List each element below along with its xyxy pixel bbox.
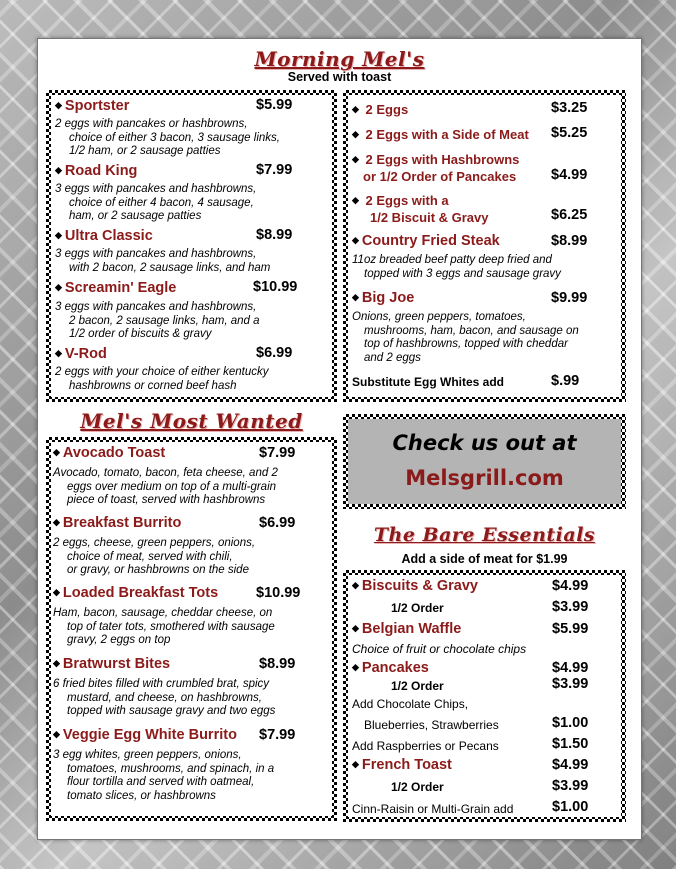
- bullet-icon: ◆: [352, 195, 359, 205]
- menu-item-2-eggs-hashbrowns: ◆ 2 Eggs with Hashbrowns or 1/2 Order of Pancakes: [352, 152, 520, 184]
- morning-title: Morning Mel's: [254, 47, 425, 71]
- item-name: V-Rod: [64, 346, 107, 362]
- morning-left-box: [46, 90, 337, 402]
- item-price: $7.99: [256, 162, 293, 178]
- bullet-icon: ◆: [53, 517, 60, 527]
- item-description: 3 eggs with pancakes and hashbrowns, choice of either 4 bacon, 4 sausage, ham, or 2 sausage patties: [55, 183, 257, 222]
- essentials-box: [343, 570, 626, 822]
- menu-item-2-eggs-meat: ◆ 2 Eggs with a Side of Meat: [352, 127, 529, 142]
- bullet-icon: ◆: [53, 447, 60, 457]
- item-description: 3 eggs with pancakes and hashbrowns, 2 bacon, 2 sausage links, ham, and a 1/2 order of biscuits & gravy: [55, 301, 260, 340]
- bullet-icon: ◆: [352, 623, 359, 633]
- bullet-icon: ◆: [53, 729, 60, 739]
- add-on-label: Blueberries, Strawberries: [364, 718, 499, 732]
- item-price: $4.99: [551, 167, 588, 183]
- item-price: $7.99: [259, 445, 296, 461]
- menu-item-pancakes: ◆ Pancakes: [352, 660, 429, 676]
- add-on-label: Add Chocolate Chips,: [352, 697, 469, 711]
- morning-subtitle: Served with toast: [287, 70, 392, 84]
- menu-item-2-eggs: ◆ 2 Eggs: [352, 102, 409, 117]
- item-price: $4.99: [552, 757, 589, 773]
- bullet-icon: ◆: [352, 235, 359, 245]
- item-price: $10.99: [253, 279, 298, 295]
- item-price: $3.25: [551, 100, 588, 116]
- item-price: $8.99: [551, 233, 588, 249]
- bullet-icon: ◆: [55, 348, 62, 358]
- add-on-label: Add Raspberries or Pecans: [352, 739, 499, 753]
- item-name: Screamin' Eagle: [64, 280, 177, 296]
- item-price: $5.99: [552, 621, 589, 637]
- item-description: 11oz breaded beef patty deep fried and topped with 3 eggs and sausage gravy: [352, 254, 561, 280]
- bullet-icon: ◆: [352, 759, 359, 769]
- bullet-icon: ◆: [352, 662, 359, 672]
- menu-item-belgian-waffle: ◆ Belgian Waffle: [352, 621, 462, 637]
- website-link[interactable]: Melsgrill.com: [405, 466, 564, 490]
- item-price: $4.99: [552, 578, 589, 594]
- item-price: $8.99: [256, 227, 293, 243]
- bullet-icon: ◆: [352, 129, 359, 139]
- substitute-price: $.99: [551, 373, 580, 389]
- menu-item-breakfast-burrito: ◆ Breakfast Burrito: [53, 515, 182, 531]
- half-order-label: 1/2 Order: [391, 601, 444, 615]
- item-description: Ham, bacon, sausage, cheddar cheese, on top of tater tots, smothered with sausage gravy, 2 eggs on top: [53, 607, 275, 646]
- item-price: $7.99: [259, 727, 296, 743]
- item-price: $3.99: [552, 599, 589, 615]
- item-price: $1.00: [552, 799, 589, 815]
- website-promo-box: [343, 414, 626, 509]
- item-description: 6 fried bites filled with crumbled brat, spicy mustard, and cheese, on hashbrowns, topped with sausage gravy and two eggs: [53, 678, 276, 717]
- bullet-icon: ◆: [352, 292, 359, 302]
- substitute-label: Substitute Egg Whites add: [352, 375, 504, 389]
- item-price: $10.99: [256, 585, 301, 601]
- item-name: Ultra Classic: [64, 228, 153, 244]
- bullet-icon: ◆: [55, 100, 62, 110]
- item-price: $1.00: [552, 715, 589, 731]
- menu-item-french-toast: ◆ French Toast: [352, 757, 452, 773]
- add-on-label: Cinn-Raisin or Multi-Grain add: [352, 802, 514, 816]
- bullet-icon: ◆: [55, 230, 62, 240]
- menu-item-biscuits-gravy: ◆ Biscuits & Gravy: [352, 578, 478, 594]
- bullet-icon: ◆: [55, 165, 62, 175]
- item-description: 3 egg whites, green peppers, onions, tomatoes, mushrooms, and spinach, in a flour tortilla and served with oatmeal, tomato slices, or hashbrowns: [53, 749, 275, 802]
- item-price: $3.99: [552, 778, 589, 794]
- item-description: 2 eggs, cheese, green peppers, onions, choice of meat, served with chili, or gravy, or hashbrowns on the side: [53, 537, 256, 576]
- bullet-icon: ◆: [55, 282, 62, 292]
- bullet-icon: ◆: [352, 104, 359, 114]
- bullet-icon: ◆: [53, 587, 60, 597]
- item-description: 3 eggs with pancakes and hashbrowns, with 2 bacon, 2 sausage links, and ham: [55, 248, 271, 274]
- wanted-title: Mel's Most Wanted: [80, 409, 303, 433]
- item-description: Avocado, tomato, bacon, feta cheese, and 2 eggs over medium on top of a multi-grain piece of toast, served with hashbrowns: [53, 467, 278, 506]
- item-description: Onions, green peppers, tomatoes, mushrooms, ham, bacon, and sausage on top of hashbrowns, topped with cheddar and 2 eggs: [352, 311, 579, 364]
- wanted-box: [46, 437, 337, 821]
- item-price: $6.99: [256, 345, 293, 361]
- item-price: $3.99: [552, 676, 589, 692]
- menu-item-veggie-burrito: ◆ Veggie Egg White Burrito: [53, 727, 237, 743]
- essentials-subtitle: Add a side of meat for $1.99: [401, 552, 568, 566]
- menu-item-2-eggs-biscuit: ◆ 2 Eggs with a 1/2 Biscuit & Gravy: [352, 193, 489, 225]
- item-price: $5.25: [551, 125, 588, 141]
- item-price: $5.99: [256, 97, 293, 113]
- bullet-icon: ◆: [352, 580, 359, 590]
- bullet-icon: ◆: [352, 154, 359, 164]
- item-price: $9.99: [551, 290, 588, 306]
- promo-line: Check us out at: [392, 431, 577, 455]
- essentials-title: The Bare Essentials: [373, 524, 596, 546]
- item-price: $6.25: [551, 207, 588, 223]
- menu-page: [37, 38, 642, 840]
- menu-item-bratwurst-bites: ◆ Bratwurst Bites: [53, 656, 171, 672]
- item-price: $4.99: [552, 660, 589, 676]
- menu-item-big-joe: ◆ Big Joe: [352, 290, 415, 306]
- menu-item-loaded-tots: ◆ Loaded Breakfast Tots: [53, 585, 219, 601]
- item-price: $6.99: [259, 515, 296, 531]
- bullet-icon: ◆: [53, 658, 60, 668]
- item-price: $8.99: [259, 656, 296, 672]
- item-name: Sportster: [64, 98, 130, 114]
- half-order-label: 1/2 Order: [391, 780, 444, 794]
- item-description: 2 eggs with your choice of either kentucky hashbrowns or corned beef hash: [55, 366, 269, 392]
- item-price: $1.50: [552, 736, 589, 752]
- item-name: Road King: [64, 163, 138, 179]
- half-order-label: 1/2 Order: [391, 679, 444, 693]
- menu-item-avocado-toast: ◆ Avocado Toast: [53, 445, 166, 461]
- menu-item-country-fried-steak: ◆ Country Fried Steak: [352, 233, 500, 249]
- item-description: Choice of fruit or chocolate chips: [352, 642, 527, 656]
- item-description: 2 eggs with pancakes or hashbrowns, choice of either 3 bacon, 3 sausage links, 1/2 ham, or 2 sausage patties: [55, 118, 280, 157]
- morning-right-box: [343, 90, 626, 402]
